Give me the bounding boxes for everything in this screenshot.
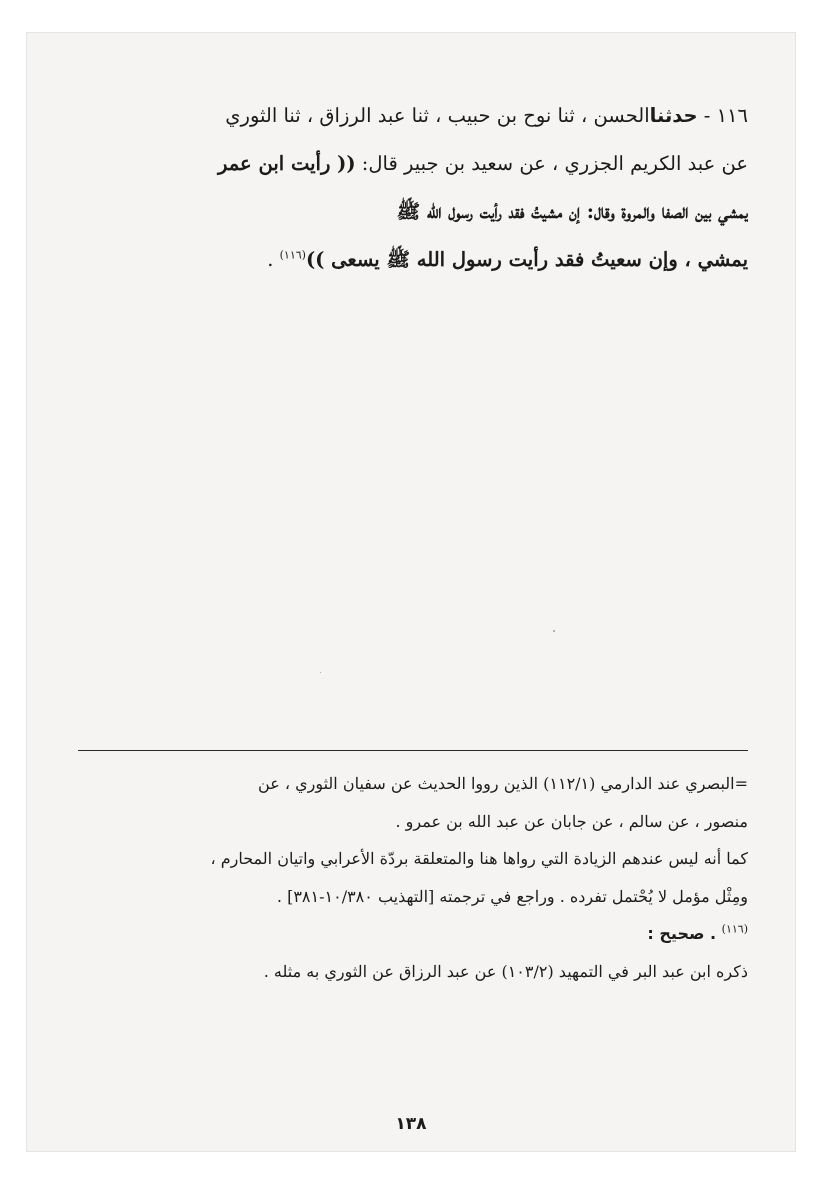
matn-end: يمشي ، وإن سعيتُ فقد رأيت رسول الله ﷺ يسعى )) <box>305 248 748 271</box>
footnote-line-2: منصور ، عن سالم ، عن جابان عن عبد الله بن عمرو . <box>395 811 748 831</box>
scan-speck <box>320 672 321 673</box>
hadith-line-3: يمشي بين الصفا والمروة وقال: إن مشيتُ فقد رأيت رسول الله ﷺ <box>396 200 748 223</box>
isnad-part-2: عن عبد الكريم الجزري ، عن سعيد بن جبير قال: <box>355 152 748 175</box>
hadith-label: حدثنا <box>649 104 698 127</box>
footnotes <box>78 765 748 990</box>
grading-label: . صحيح : <box>647 924 722 943</box>
line-end-period: . <box>267 248 280 271</box>
footnote-line-3: كما أنه ليس عندهم الزيادة التي رواها هنا والمتعلقة بردّة الأعرابي واتيان المحارم ، <box>210 849 748 868</box>
scan-speck <box>553 630 555 632</box>
footnote-ref: (١١٦) <box>279 248 306 262</box>
footnote-line-1: =البصري عند الدارمي (١١٢/١) الذين رووا الحديث عن سفيان الثوري ، عن <box>258 774 748 793</box>
footnote-line-5 <box>78 915 748 953</box>
footnote-line-4: ومِثْل مؤمل لا يُحْتمل تفرده . وراجع في ترجمته [التهذيب ١٠/٣٨٠-٣٨١] . <box>276 886 748 906</box>
hadith-text <box>78 92 748 284</box>
footnote-number: (١١٦) <box>721 922 748 936</box>
isnad-part-1: الحسن ، ثنا نوح بن حبيب ، ثنا عبد الرزاق ، ثنا الثوري <box>225 104 650 127</box>
footnote-line-6: ذكره ابن عبد البر في التمهيد (١٠٣/٢) عن عبد الرزاق عن الثوري به مثله . <box>263 961 748 981</box>
hadith-number: ١١٦ - <box>697 104 748 127</box>
hadith-line-1 <box>78 92 748 140</box>
hadith-line-4 <box>78 236 748 284</box>
matn-start: (( رأيت ابن عمر <box>218 152 356 175</box>
footnote-separator <box>78 750 748 751</box>
book-page <box>26 32 796 1152</box>
hadith-line-2 <box>78 140 748 188</box>
page-number: ١٣٨ <box>395 1114 427 1134</box>
